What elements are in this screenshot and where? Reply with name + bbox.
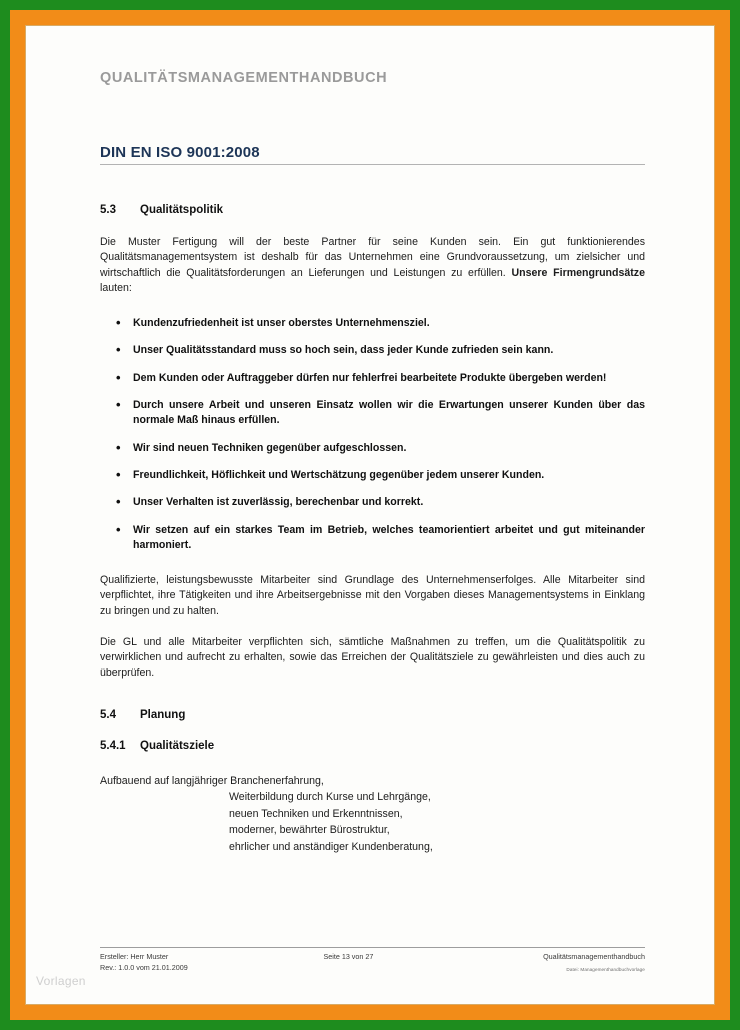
closing-paragraph-1: Qualifizierte, leistungsbewusste Mitarbeiter sind Grundlage des Unternehmenserfolges. Alle Mitarbeiter sind verpflichtet, ihre Tätigkeiten und ihre Arbeitsergebnisse mit den Vorgaben dieses Managementsystems in Einklang zu bringen und zu halten.: [100, 574, 645, 617]
list-item: • Kundenzufriedenheit ist unser oberstes Unternehmensziel.: [100, 316, 645, 331]
intro-paragraph: [100, 235, 645, 296]
standard-title-block: [100, 144, 645, 165]
list-item: • Durch unsere Arbeit und unseren Einsatz wollen wir die Erwartungen unserer Kunden über das normale Maß hinaus erfüllen.: [100, 398, 645, 429]
section-number-5-4: 5.4: [100, 708, 116, 721]
goals-item: neuen Techniken und Erkenntnissen,: [229, 807, 403, 820]
section-number-5-4-1: 5.4.1: [100, 739, 126, 752]
section-title-5-3: Qualitätspolitik: [140, 204, 224, 216]
standard-title-rule: [100, 164, 645, 165]
footer-columns: [100, 948, 645, 975]
intro-bold-1: Unsere Firmengrundsätze: [511, 266, 645, 279]
document-header-title: [100, 70, 387, 86]
footer-file-name: Datei: Managementhandbuchvorlage: [566, 966, 645, 972]
list-item: • Wir setzen auf ein starkes Team im Betrieb, welches teamorientiert arbeitet und gut miteinander harmoniert.: [100, 523, 645, 554]
section-number-5-3: 5.3: [100, 204, 116, 216]
goals-lead: Aufbauend auf langjähriger Branchenerfahrung,: [100, 774, 324, 787]
list-item: • Freundlichkeit, Höflichkeit und Wertschätzung gegenüber jedem unserer Kunden.: [100, 468, 645, 483]
list-item: • Wir sind neuen Techniken gegenüber aufgeschlossen.: [100, 441, 645, 456]
document-page: [26, 26, 714, 1004]
list-item: • Dem Kunden oder Auftraggeber dürfen nur fehlerfrei bearbeitete Produkte übergeben werden!: [100, 371, 645, 386]
section-title-5-4: Planung: [140, 708, 186, 721]
list-item: • Unser Verhalten ist zuverlässig, berechenbar und korrekt.: [100, 495, 645, 510]
goals-item: Weiterbildung durch Kurse und Lehrgänge,: [229, 791, 431, 804]
goals-list: [100, 773, 645, 855]
intro-text-2: lauten:: [100, 281, 132, 294]
document-footer: [100, 947, 645, 975]
footer-doc-title: Qualitätsmanagementhandbuch: [543, 952, 645, 961]
section-heading-5-4-1: [100, 740, 645, 752]
footer-right: [465, 952, 645, 975]
intro-text-1: Die Muster Fertigung will der beste Partner für seine Kunden sein. Ein gut funktionierendes Qualitätsmanagementsystem ist deshalb für das Unternehmen eine Grundvoraussetzung, um zielsicher und wirtschaftlich die Qualitätsforderungen an Lieferungen und Leistungen zu erfüllen.: [100, 236, 645, 279]
list-item: • Unser Qualitätsstandard muss so hoch sein, dass jeder Kunde zufrieden sein kann.: [100, 343, 645, 358]
footer-creator: Ersteller: Herr Muster: [100, 952, 169, 961]
section-heading-5-4: [100, 709, 645, 721]
goals-item: moderner, bewährter Bürostruktur,: [229, 824, 390, 837]
principles-list: [100, 316, 645, 553]
vorlagen-watermark: Vorlagen: [36, 974, 86, 988]
closing-paragraph-2: Die GL und alle Mitarbeiter verpflichten sich, sämtliche Maßnahmen zu treffen, um die Qualitätspolitik zu verwirklichen und aufrecht zu erhalten, sowie das Erreichen der Qualitätsziele zu gewährleisten und dies auch zu überprüfen.: [100, 636, 645, 679]
section-title-5-4-1: Qualitätsziele: [140, 739, 215, 752]
footer-page-number: Seite 13 von 27: [323, 952, 374, 961]
header-title-text: QUALITÄTSMANAGEMENTHANDBUCH: [100, 70, 388, 86]
footer-revision: Rev.: 1.0.0 vom 21.01.2009: [100, 962, 188, 972]
goals-item: ehrlicher und anständiger Kundenberatung,: [229, 840, 433, 853]
document-body: [100, 204, 645, 855]
standard-title: DIN EN ISO 9001:2008: [100, 144, 260, 161]
section-heading-5-3: [100, 204, 645, 216]
footer-left: [100, 952, 323, 975]
